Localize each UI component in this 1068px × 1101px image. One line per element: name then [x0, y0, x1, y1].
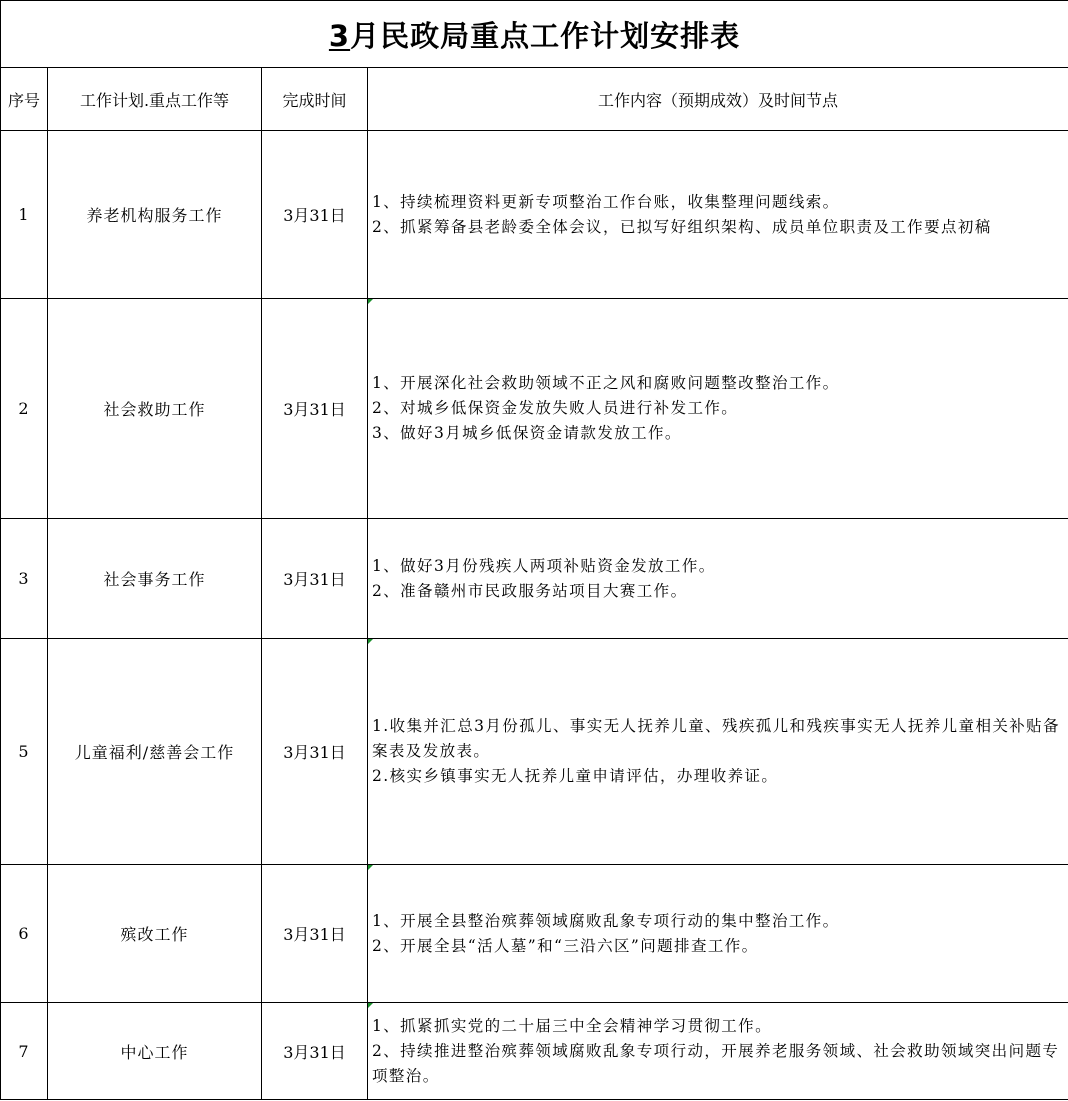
header-content[interactable]: 工作内容（预期成效）及时间节点: [368, 68, 1068, 131]
row-plan[interactable]: 社会救助工作: [48, 299, 262, 519]
header-no[interactable]: 序号: [1, 68, 48, 131]
cell-comment-marker: [368, 1003, 373, 1008]
row-plan[interactable]: 养老机构服务工作: [48, 131, 262, 299]
content-line: 2、准备赣州市民政服务站项目大赛工作。: [372, 581, 688, 600]
row-content[interactable]: [368, 1003, 1068, 1100]
row-deadline[interactable]: 3月31日: [262, 299, 368, 519]
row-plan[interactable]: 殡改工作: [48, 865, 262, 1003]
row-deadline[interactable]: 3月31日: [262, 639, 368, 865]
title-row: [1, 1, 1068, 68]
row-content[interactable]: [368, 865, 1068, 1003]
content-line: 1、开展深化社会救助领域不正之风和腐败问题整改整治工作。: [372, 374, 840, 392]
content-line: 2、持续推进整治殡葬领域腐败乱象专项行动，开展养老服务领域、社会救助领域突出问题专项整治。: [372, 1041, 1060, 1085]
table-title[interactable]: [1, 1, 1068, 68]
header-plan[interactable]: 工作计划.重点工作等: [48, 68, 262, 131]
row-content[interactable]: [368, 519, 1068, 639]
header-time[interactable]: 完成时间: [262, 68, 368, 131]
row-deadline[interactable]: 3月31日: [262, 519, 368, 639]
row-plan[interactable]: 社会事务工作: [48, 519, 262, 639]
table-row: [1, 865, 1068, 1003]
content-line: 1.收集并汇总3月份孤儿、事实无人抚养儿童、残疾孤儿和残疾事实无人抚养儿童相关补贴备案表及发放表。: [372, 717, 1060, 760]
row-content[interactable]: [368, 299, 1068, 519]
row-plan[interactable]: 中心工作: [48, 1003, 262, 1100]
table-row: [1, 299, 1068, 519]
content-line: 2、开展全县“活人墓”和“三沿六区”问题排查工作。: [372, 936, 759, 955]
cell-comment-marker: [368, 299, 373, 304]
title-text: 月民政局重点工作计划安排表: [350, 18, 741, 53]
table-row: [1, 639, 1068, 865]
content-line: 3、做好3月城乡低保资金请款发放工作。: [372, 424, 682, 442]
table-row: [1, 1003, 1068, 1100]
title-month: 3: [328, 18, 351, 53]
cell-comment-marker: [368, 639, 373, 644]
table-row: [1, 131, 1068, 299]
row-deadline[interactable]: 3月31日: [262, 865, 368, 1003]
row-deadline[interactable]: 3月31日: [262, 1003, 368, 1100]
content-line: 1、抓紧抓实党的二十届三中全会精神学习贯彻工作。: [372, 1016, 772, 1035]
content-line: 1、开展全县整治殡葬领域腐败乱象专项行动的集中整治工作。: [372, 911, 840, 930]
row-number[interactable]: 1: [1, 131, 48, 299]
content-line: 1、持续梳理资料更新专项整治工作台账，收集整理问题线索。: [372, 192, 840, 211]
cell-comment-marker: [368, 865, 373, 870]
row-number[interactable]: 3: [1, 519, 48, 639]
row-number[interactable]: 6: [1, 865, 48, 1003]
row-content[interactable]: [368, 131, 1068, 299]
row-deadline[interactable]: 3月31日: [262, 131, 368, 299]
row-number[interactable]: 7: [1, 1003, 48, 1100]
row-plan[interactable]: 儿童福利/慈善会工作: [48, 639, 262, 865]
row-number[interactable]: 5: [1, 639, 48, 865]
content-line: 1、做好3月份残疾人两项补贴资金发放工作。: [372, 556, 716, 575]
table-row: [1, 519, 1068, 639]
content-line: 2.核实乡镇事实无人抚养儿童申请评估，办理收养证。: [372, 767, 779, 785]
row-content[interactable]: [368, 639, 1068, 865]
content-line: 2、抓紧筹备县老龄委全体会议，已拟写好组织架构、成员单位职责及工作要点初稿: [372, 217, 992, 236]
row-number[interactable]: 2: [1, 299, 48, 519]
content-line: 2、对城乡低保资金发放失败人员进行补发工作。: [372, 399, 739, 417]
header-row: [1, 68, 1068, 131]
